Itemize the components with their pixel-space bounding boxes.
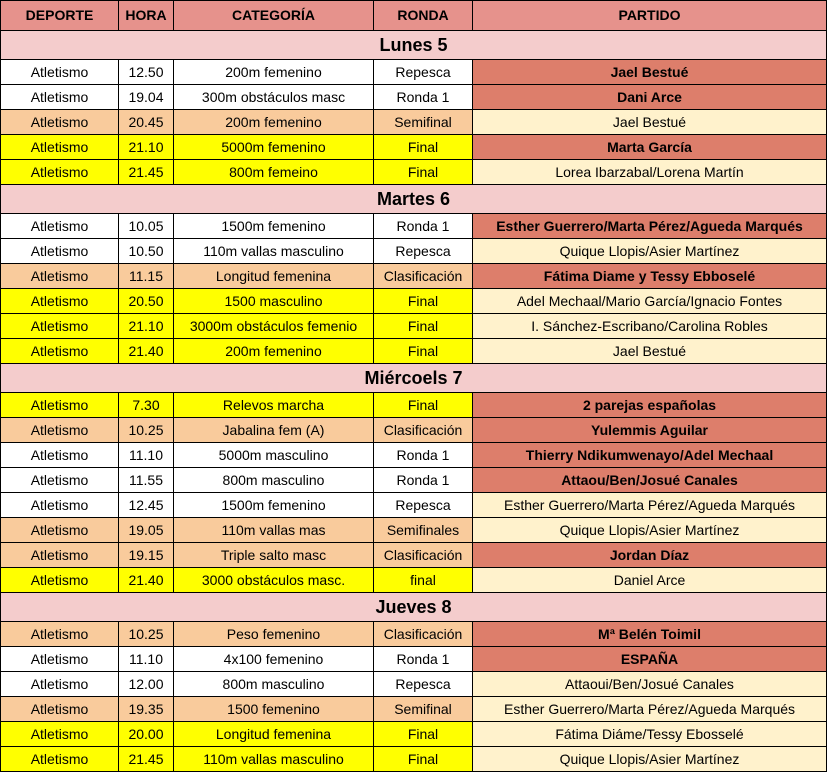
day-label: Martes 6: [1, 185, 827, 214]
hora-cell: 11.10: [119, 647, 174, 672]
categoria-cell: 200m femenino: [174, 60, 374, 85]
hora-cell: 7.30: [119, 393, 174, 418]
deporte-cell: Atletismo: [1, 443, 119, 468]
deporte-cell: Atletismo: [1, 672, 119, 697]
ronda-cell: Final: [374, 339, 473, 364]
partido-cell: Thierry Ndikumwenayo/Adel Mechaal: [473, 443, 827, 468]
event-row: [1, 289, 827, 314]
categoria-cell: Longitud femenina: [174, 264, 374, 289]
hora-cell: 20.45: [119, 110, 174, 135]
categoria-cell: 800m masculino: [174, 468, 374, 493]
hora-cell: 10.25: [119, 622, 174, 647]
event-row: [1, 239, 827, 264]
categoria-cell: 800m femeino: [174, 160, 374, 185]
event-row: [1, 314, 827, 339]
partido-cell: Dani Arce: [473, 85, 827, 110]
header-ronda: RONDA: [374, 1, 473, 31]
day-row: [1, 31, 827, 60]
ronda-cell: Final: [374, 160, 473, 185]
deporte-cell: Atletismo: [1, 393, 119, 418]
partido-cell: Quique Llopis/Asier Martínez: [473, 239, 827, 264]
categoria-cell: 110m vallas masculino: [174, 747, 374, 772]
categoria-cell: Jabalina fem (A): [174, 418, 374, 443]
ronda-cell: Repesca: [374, 493, 473, 518]
header-categoria: CATEGORÍA: [174, 1, 374, 31]
categoria-cell: 110m vallas masculino: [174, 239, 374, 264]
hora-cell: 21.10: [119, 314, 174, 339]
partido-cell: Mª Belén Toimil: [473, 622, 827, 647]
ronda-cell: Semifinal: [374, 697, 473, 722]
header-partido: PARTIDO: [473, 1, 827, 31]
hora-cell: 10.05: [119, 214, 174, 239]
event-row: [1, 339, 827, 364]
event-row: [1, 135, 827, 160]
categoria-cell: 4x100 femenino: [174, 647, 374, 672]
schedule-body: [1, 31, 827, 772]
categoria-cell: 200m femenino: [174, 339, 374, 364]
header-deporte: DEPORTE: [1, 1, 119, 31]
ronda-cell: Final: [374, 393, 473, 418]
partido-cell: Yulemmis Aguilar: [473, 418, 827, 443]
ronda-cell: Final: [374, 314, 473, 339]
event-row: [1, 697, 827, 722]
categoria-cell: 1500 masculino: [174, 289, 374, 314]
event-row: [1, 418, 827, 443]
hora-cell: 21.45: [119, 747, 174, 772]
categoria-cell: 110m vallas mas: [174, 518, 374, 543]
ronda-cell: final: [374, 568, 473, 593]
categoria-cell: 800m masculino: [174, 672, 374, 697]
event-row: [1, 85, 827, 110]
categoria-cell: 1500m femenino: [174, 214, 374, 239]
categoria-cell: 5000m femenino: [174, 135, 374, 160]
event-row: [1, 110, 827, 135]
hora-cell: 19.35: [119, 697, 174, 722]
ronda-cell: Semifinales: [374, 518, 473, 543]
deporte-cell: Atletismo: [1, 697, 119, 722]
categoria-cell: 1500m femenino: [174, 493, 374, 518]
hora-cell: 20.50: [119, 289, 174, 314]
day-row: [1, 185, 827, 214]
partido-cell: Marta García: [473, 135, 827, 160]
event-row: [1, 60, 827, 85]
event-row: [1, 468, 827, 493]
partido-cell: Daniel Arce: [473, 568, 827, 593]
event-row: [1, 722, 827, 747]
ronda-cell: Final: [374, 747, 473, 772]
event-row: [1, 647, 827, 672]
hora-cell: 21.40: [119, 339, 174, 364]
partido-cell: Adel Mechaal/Mario García/Ignacio Fontes: [473, 289, 827, 314]
deporte-cell: Atletismo: [1, 722, 119, 747]
event-row: [1, 443, 827, 468]
categoria-cell: Longitud femenina: [174, 722, 374, 747]
partido-cell: Jael Bestué: [473, 60, 827, 85]
ronda-cell: Final: [374, 135, 473, 160]
day-label: Lunes 5: [1, 31, 827, 60]
event-row: [1, 568, 827, 593]
deporte-cell: Atletismo: [1, 214, 119, 239]
partido-cell: Esther Guerrero/Marta Pérez/Agueda Marqués: [473, 214, 827, 239]
hora-cell: 12.50: [119, 60, 174, 85]
partido-cell: Attaoui/Ben/Josué Canales: [473, 672, 827, 697]
partido-cell: Esther Guerrero/Marta Pérez/Agueda Marqués: [473, 493, 827, 518]
partido-cell: Jael Bestué: [473, 339, 827, 364]
categoria-cell: 200m femenino: [174, 110, 374, 135]
hora-cell: 11.15: [119, 264, 174, 289]
day-row: [1, 364, 827, 393]
partido-cell: I. Sánchez-Escribano/Carolina Robles: [473, 314, 827, 339]
deporte-cell: Atletismo: [1, 239, 119, 264]
partido-cell: Quique Llopis/Asier Martínez: [473, 518, 827, 543]
deporte-cell: Atletismo: [1, 264, 119, 289]
deporte-cell: Atletismo: [1, 85, 119, 110]
deporte-cell: Atletismo: [1, 647, 119, 672]
header-row: [1, 1, 827, 31]
partido-cell: Quique Llopis/Asier Martínez: [473, 747, 827, 772]
categoria-cell: Relevos marcha: [174, 393, 374, 418]
day-label: Jueves 8: [1, 593, 827, 622]
deporte-cell: Atletismo: [1, 289, 119, 314]
categoria-cell: 3000 obstáculos masc.: [174, 568, 374, 593]
day-label: Miércoels 7: [1, 364, 827, 393]
deporte-cell: Atletismo: [1, 160, 119, 185]
categoria-cell: 3000m obstáculos femenio: [174, 314, 374, 339]
hora-cell: 10.50: [119, 239, 174, 264]
hora-cell: 21.40: [119, 568, 174, 593]
ronda-cell: Clasificación: [374, 543, 473, 568]
deporte-cell: Atletismo: [1, 418, 119, 443]
hora-cell: 21.45: [119, 160, 174, 185]
deporte-cell: Atletismo: [1, 339, 119, 364]
event-row: [1, 672, 827, 697]
ronda-cell: Ronda 1: [374, 85, 473, 110]
ronda-cell: Clasificación: [374, 622, 473, 647]
hora-cell: 12.00: [119, 672, 174, 697]
ronda-cell: Ronda 1: [374, 647, 473, 672]
deporte-cell: Atletismo: [1, 568, 119, 593]
event-row: [1, 622, 827, 647]
hora-cell: 11.10: [119, 443, 174, 468]
partido-cell: Lorea Ibarzabal/Lorena Martín: [473, 160, 827, 185]
ronda-cell: Clasificación: [374, 264, 473, 289]
categoria-cell: 300m obstáculos masc: [174, 85, 374, 110]
hora-cell: 20.00: [119, 722, 174, 747]
deporte-cell: Atletismo: [1, 135, 119, 160]
categoria-cell: Triple salto masc: [174, 543, 374, 568]
deporte-cell: Atletismo: [1, 518, 119, 543]
hora-cell: 19.05: [119, 518, 174, 543]
ronda-cell: Repesca: [374, 239, 473, 264]
deporte-cell: Atletismo: [1, 314, 119, 339]
ronda-cell: Semifinal: [374, 110, 473, 135]
event-row: [1, 747, 827, 772]
hora-cell: 12.45: [119, 493, 174, 518]
event-row: [1, 393, 827, 418]
hora-cell: 11.55: [119, 468, 174, 493]
event-row: [1, 214, 827, 239]
deporte-cell: Atletismo: [1, 110, 119, 135]
deporte-cell: Atletismo: [1, 60, 119, 85]
deporte-cell: Atletismo: [1, 493, 119, 518]
ronda-cell: Repesca: [374, 60, 473, 85]
partido-cell: Fátima Diáme/Tessy Ebosselé: [473, 722, 827, 747]
partido-cell: Fátima Diame y Tessy Ebboselé: [473, 264, 827, 289]
ronda-cell: Repesca: [374, 672, 473, 697]
ronda-cell: Clasificación: [374, 418, 473, 443]
event-row: [1, 493, 827, 518]
hora-cell: 21.10: [119, 135, 174, 160]
partido-cell: ESPAÑA: [473, 647, 827, 672]
ronda-cell: Ronda 1: [374, 214, 473, 239]
hora-cell: 19.15: [119, 543, 174, 568]
categoria-cell: Peso femenino: [174, 622, 374, 647]
hora-cell: 10.25: [119, 418, 174, 443]
partido-cell: Jael Bestué: [473, 110, 827, 135]
deporte-cell: Atletismo: [1, 468, 119, 493]
partido-cell: Attaou/Ben/Josué Canales: [473, 468, 827, 493]
ronda-cell: Final: [374, 289, 473, 314]
partido-cell: Esther Guerrero/Marta Pérez/Agueda Marqués: [473, 697, 827, 722]
categoria-cell: 5000m masculino: [174, 443, 374, 468]
event-row: [1, 543, 827, 568]
partido-cell: 2 parejas españolas: [473, 393, 827, 418]
header-hora: HORA: [119, 1, 174, 31]
categoria-cell: 1500 femenino: [174, 697, 374, 722]
event-row: [1, 160, 827, 185]
hora-cell: 19.04: [119, 85, 174, 110]
partido-cell: Jordan Díaz: [473, 543, 827, 568]
deporte-cell: Atletismo: [1, 543, 119, 568]
ronda-cell: Ronda 1: [374, 443, 473, 468]
event-row: [1, 264, 827, 289]
ronda-cell: Final: [374, 722, 473, 747]
deporte-cell: Atletismo: [1, 622, 119, 647]
ronda-cell: Ronda 1: [374, 468, 473, 493]
day-row: [1, 593, 827, 622]
event-row: [1, 518, 827, 543]
deporte-cell: Atletismo: [1, 747, 119, 772]
